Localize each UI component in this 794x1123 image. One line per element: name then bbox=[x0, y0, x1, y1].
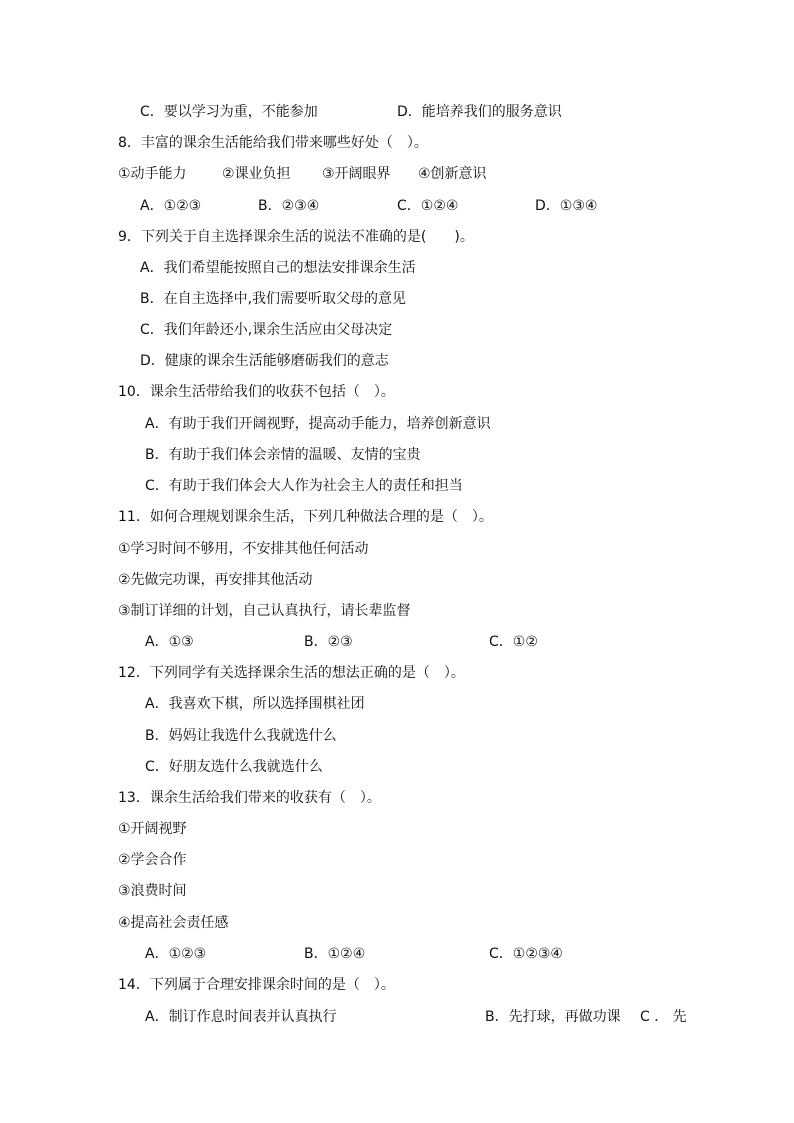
q10-option-b: B．有助于我们体会亲情的温暖、友情的宝贵 bbox=[145, 447, 421, 463]
q8-stem: 8．丰富的课余生活能给我们带来哪些好处（ ）。 bbox=[118, 135, 428, 151]
q7-option-c: C．要以学习为重，不能参加 bbox=[140, 104, 318, 120]
q9-option-b: B．在自主选择中,我们需要听取父母的意见 bbox=[140, 291, 407, 307]
q9-option-c: C．我们年龄还小,课余生活应由父母决定 bbox=[140, 322, 393, 338]
q11-item-3: ③制订详细的计划，自己认真执行，请长辈监督 bbox=[118, 603, 411, 619]
q11-stem: 11．如何合理规划课余生活，下列几种做法合理的是（ ）。 bbox=[118, 509, 493, 525]
q14-option-a: A．制订作息时间表并认真执行 bbox=[145, 1009, 337, 1025]
q10-option-a: A．有助于我们开阔视野，提高动手能力，培养创新意识 bbox=[145, 416, 491, 432]
q11-option-a: A．①③ bbox=[145, 634, 194, 650]
q8-item-2: ②课业负担 bbox=[222, 166, 291, 182]
q13-item-2: ②学会合作 bbox=[118, 852, 187, 868]
q8-item-4: ④创新意识 bbox=[418, 166, 487, 182]
q11-option-b: B．②③ bbox=[304, 634, 353, 650]
q7-option-d: D．能培养我们的服务意识 bbox=[397, 104, 562, 120]
q13-option-b: B．①②④ bbox=[304, 946, 366, 962]
q11-item-2: ②先做完功课，再安排其他活动 bbox=[118, 572, 313, 588]
q8-item-1: ①动手能力 bbox=[118, 166, 187, 182]
q11-option-c: C．①② bbox=[489, 634, 538, 650]
q12-option-c: C．好朋友选什么我就选什么 bbox=[145, 759, 323, 775]
q9-stem: 9．下列关于自主选择课余生活的说法不准确的是( )。 bbox=[118, 229, 474, 245]
q13-item-1: ①开阔视野 bbox=[118, 821, 187, 837]
q8-option-c: C．①②④ bbox=[397, 198, 459, 214]
q14-option-c: C ． 先 bbox=[640, 1009, 687, 1025]
q10-option-c: C．有助于我们体会大人作为社会主人的责任和担当 bbox=[145, 478, 463, 494]
q9-option-a: A．我们希望能按照自己的想法安排课余生活 bbox=[140, 260, 416, 276]
q13-item-3: ③浪费时间 bbox=[118, 883, 187, 899]
q8-option-b: B．②③④ bbox=[258, 198, 320, 214]
q12-stem: 12．下列同学有关选择课余生活的想法正确的是（ ）。 bbox=[118, 665, 465, 681]
q12-option-b: B．妈妈让我选什么我就选什么 bbox=[145, 728, 337, 744]
q8-item-3: ③开阔眼界 bbox=[322, 166, 391, 182]
q8-option-a: A．①②③ bbox=[140, 198, 202, 214]
q13-item-4: ④提高社会责任感 bbox=[118, 915, 229, 931]
q9-option-d: D．健康的课余生活能够磨砺我们的意志 bbox=[140, 353, 389, 369]
q13-option-c: C．①②③④ bbox=[489, 946, 563, 962]
q14-option-b: B．先打球，再做功课 bbox=[485, 1009, 621, 1025]
q13-stem: 13．课余生活给我们带来的收获有（ ）。 bbox=[118, 790, 381, 806]
q14-stem: 14．下列属于合理安排课余时间的是（ ）。 bbox=[118, 977, 395, 993]
q11-item-1: ①学习时间不够用，不安排其他任何活动 bbox=[118, 541, 369, 557]
q10-stem: 10．课余生活带给我们的收获不包括（ ）。 bbox=[118, 384, 395, 400]
q8-option-d: D．①③④ bbox=[535, 198, 598, 214]
q12-option-a: A．我喜欢下棋，所以选择围棋社团 bbox=[145, 696, 365, 712]
q13-option-a: A．①②③ bbox=[145, 946, 207, 962]
